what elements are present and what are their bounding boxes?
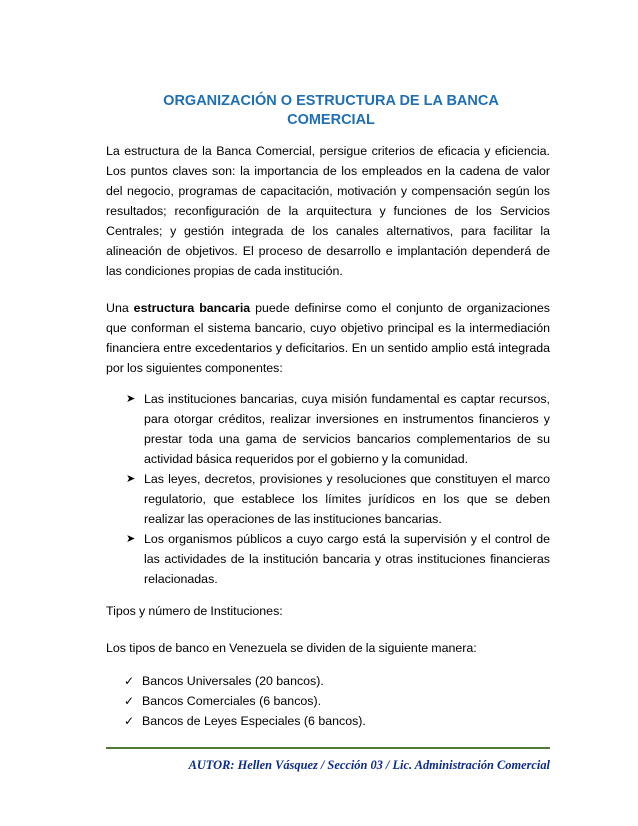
list-item-text: Bancos Comerciales (6 bancos). — [142, 694, 322, 708]
bank-types-list — [106, 671, 550, 731]
list-item — [124, 671, 550, 691]
title-line-2: COMERCIAL — [287, 112, 375, 128]
definition-text: puede definirse como el conjunto de organizaciones que conforman el sistema bancario, cuyo objetivo principal es la intermediación financiera entre excedentarios y deficitarios. En un sentido amplio está integrada por los siguientes componentes: — [106, 301, 550, 375]
subheading-tipos: Tipos y número de Instituciones: — [106, 604, 283, 618]
page-footer: AUTOR: Hellen Vásquez / Sección 03 / Lic. Administración Comercial — [188, 758, 550, 772]
definition-prefix: Una — [106, 301, 134, 315]
arrow-right-icon: ➤ — [126, 393, 136, 405]
check-icon: ✓ — [124, 694, 135, 708]
title-line-1: ORGANIZACIÓN O ESTRUCTURA DE LA BANCA — [163, 93, 499, 109]
list-item-text: Las instituciones bancarias, cuya misión fundamental es captar recursos, para otorgar créditos, realizar inversiones en instrumentos financieros y prestar toda una gama de servicios bancarios complementarios de su actividad básica requeridos por el gobierno y la comunidad. — [144, 392, 550, 466]
arrow-right-icon: ➤ — [126, 473, 136, 485]
list-item-text: Bancos Universales (20 bancos). — [142, 674, 324, 688]
page-title — [106, 92, 550, 130]
paragraph-intro: La estructura de la Banca Comercial, persigue criterios de eficacia y eficiencia. Los puntos claves son: la importancia de los empleados en la cadena de valor del negocio, programas de capacitación, motivación y compensación según los resultados; reconfiguración de la arquitectura y funciones de los Servicios Centrales; y gestión integrada de los canales alternativos, para facilitar la alineación de objetivos. El proceso de desarrollo e implantación dependerá de las condiciones propias de cada institución. — [106, 144, 550, 278]
check-icon: ✓ — [124, 674, 135, 688]
paragraph-tipos-intro: Los tipos de banco en Venezuela se dividen de la siguiente manera: — [106, 641, 477, 655]
list-item — [126, 469, 550, 529]
check-icon: ✓ — [124, 714, 135, 728]
footer-divider — [106, 747, 550, 749]
list-item-text: Las leyes, decretos, provisiones y resoluciones que constituyen el marco regulatorio, que establece los límites jurídicos en los que se deben realizar las operaciones de las instituciones bancarias. — [144, 472, 550, 526]
components-list — [106, 389, 550, 589]
list-item — [126, 389, 550, 469]
list-item-text: Bancos de Leyes Especiales (6 bancos). — [142, 714, 366, 728]
paragraph-definition — [106, 298, 550, 378]
list-item-text: Los organismos públicos a cuyo cargo está la supervisión y el control de las actividades de la institución bancaria y otras instituciones financieras relacionadas. — [144, 532, 550, 586]
list-item — [126, 529, 550, 589]
definition-term: estructura bancaria — [133, 301, 251, 315]
list-item — [124, 711, 550, 731]
list-item — [124, 691, 550, 711]
arrow-right-icon: ➤ — [126, 533, 136, 545]
